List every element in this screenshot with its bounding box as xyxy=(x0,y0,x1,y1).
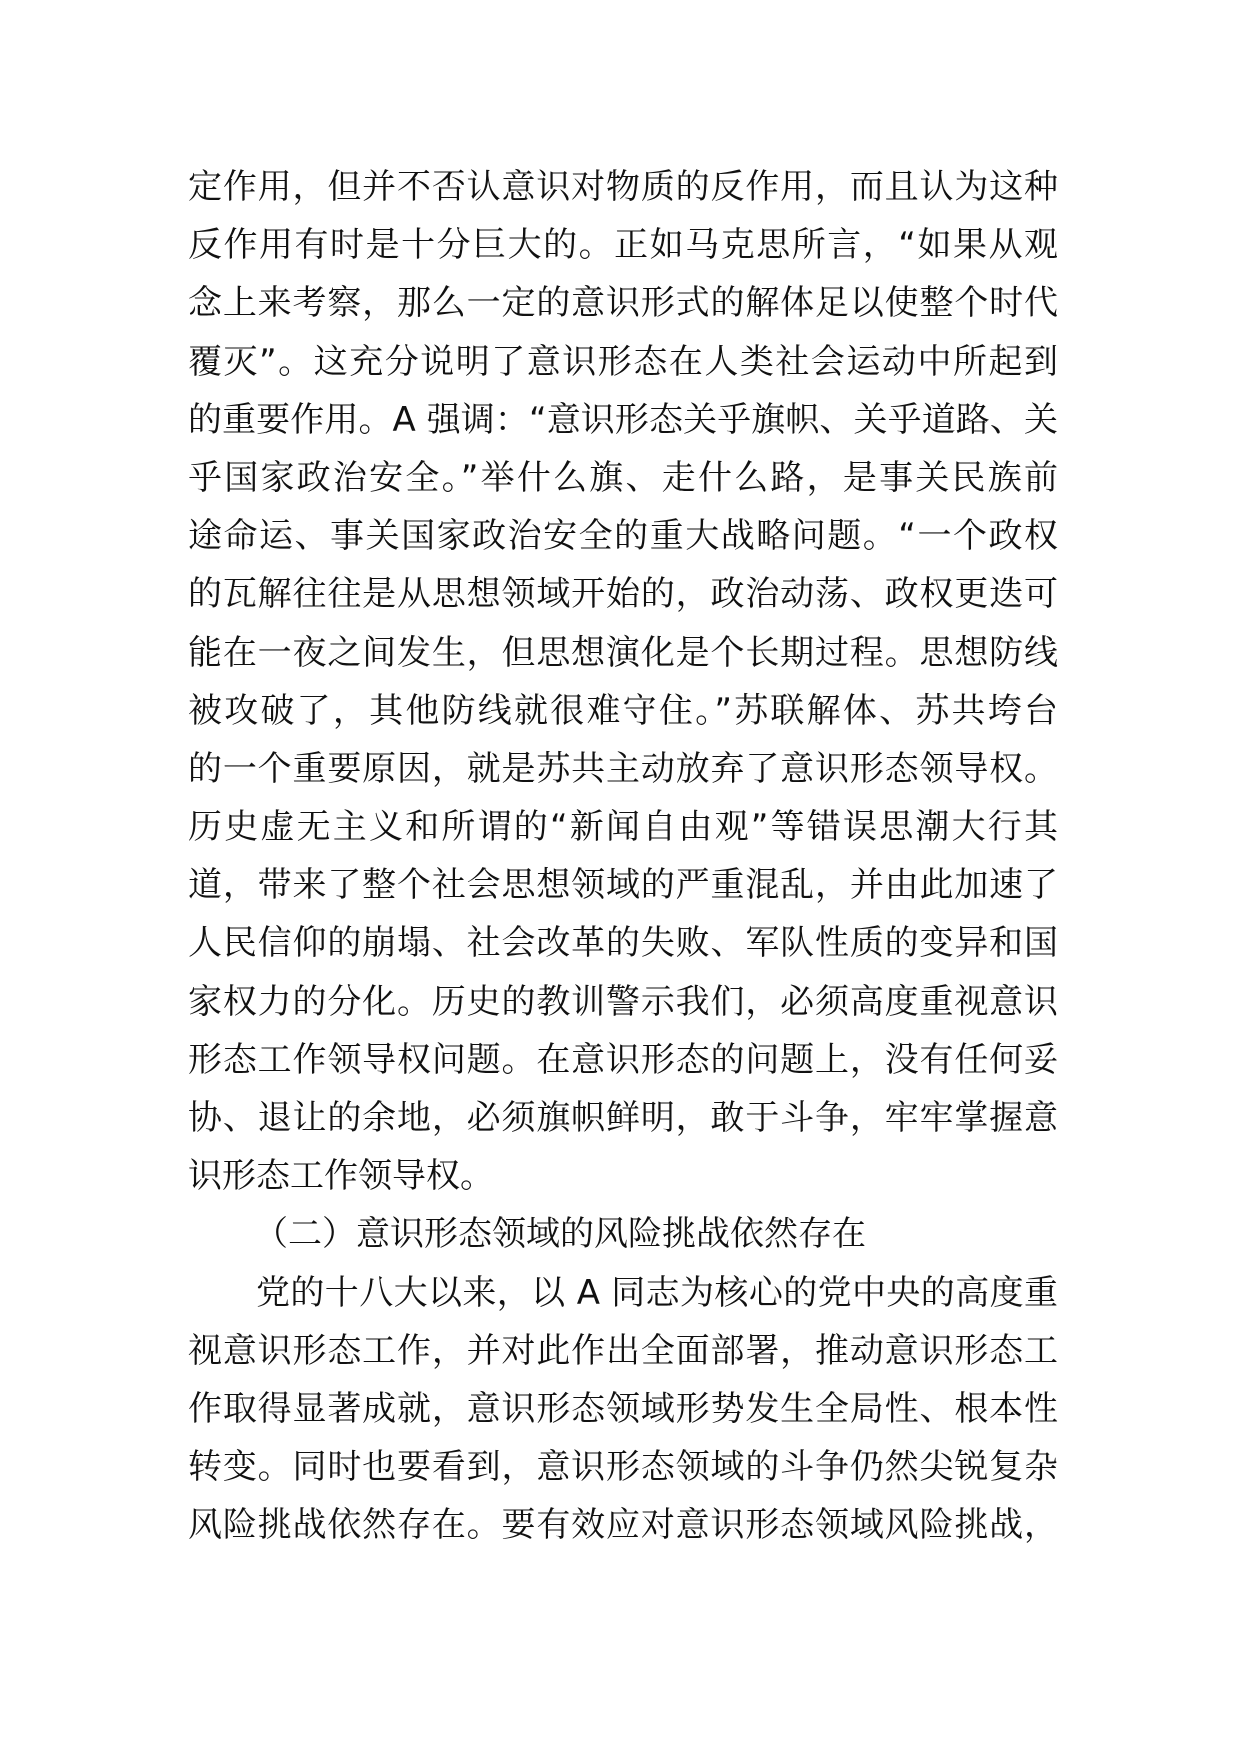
text-line: 历史虚无主义和所谓的“新闻自由观”等错误思潮大行其 xyxy=(188,807,1058,848)
text-line: 被攻破了，其他防线就很难守住。”苏联解体、苏共垮台 xyxy=(188,690,1058,731)
text-line: 人民信仰的崩塌、社会改革的失败、军队性质的变异和国 xyxy=(188,923,1058,964)
text-line: 覆灭”。这充分说明了意识形态在人类社会运动中所起到 xyxy=(188,341,1058,382)
text-line: 反作用有时是十分巨大的。正如马克思所言，“如果从观 xyxy=(188,225,1058,266)
text-line: 识形态工作领导权。 xyxy=(188,1156,494,1197)
text-line: 作取得显著成就，意识形态领域形势发生全局性、根本性 xyxy=(188,1388,1058,1429)
text-line: 协、退让的余地，必须旗帜鲜明，敢于斗争，牢牢掌握意 xyxy=(188,1098,1058,1138)
text-line: 转变。同时也要看到，意识形态领域的斗争仍然尖锐复杂 xyxy=(188,1447,1058,1488)
text-line: 道，带来了整个社会思想领域的严重混乱，并由此加速了 xyxy=(188,865,1058,906)
text-line: 乎国家政治安全。”举什么旗、走什么路，是事关民族前 xyxy=(188,457,1058,498)
text-line: 党的十八大以来，以 A 同志为核心的党中央的高度重 xyxy=(256,1272,1058,1313)
text-line: 的瓦解往往是从思想领域开始的，政治动荡、政权更迭可 xyxy=(188,574,1058,615)
text-line: 能在一夜之间发生，但思想演化是个长期过程。思想防线 xyxy=(188,632,1058,673)
text-line: 定作用，但并不否认意识对物质的反作用，而且认为这种 xyxy=(188,167,1058,207)
text-line: 风险挑战依然存在。要有效应对意识形态领域风险挑战， xyxy=(188,1505,1058,1546)
text-line: 视意识形态工作，并对此作出全面部署，推动意识形态工 xyxy=(188,1330,1058,1371)
paragraph-2 xyxy=(188,1264,1058,1555)
text-line: 形态工作领导权问题。在意识形态的问题上，没有任何妥 xyxy=(188,1039,1058,1080)
text-line: 家权力的分化。历史的教训警示我们，必须高度重视意识 xyxy=(188,981,1058,1022)
body-text xyxy=(188,158,1058,1555)
text-line: 途命运、事关国家政治安全的重大战略问题。“一个政权 xyxy=(188,516,1058,557)
text-line: 念上来考察，那么一定的意识形式的解体足以使整个时代 xyxy=(188,283,1058,324)
paragraph-1 xyxy=(188,158,1058,1205)
section-heading: （二）意识形态领域的风险挑战依然存在 xyxy=(254,1214,866,1255)
text-line: 的重要作用。A 强调：“意识形态关乎旗帜、关乎道路、关 xyxy=(188,399,1058,440)
text-line: 的一个重要原因，就是苏共主动放弃了意识形态领导权。 xyxy=(188,748,1058,789)
